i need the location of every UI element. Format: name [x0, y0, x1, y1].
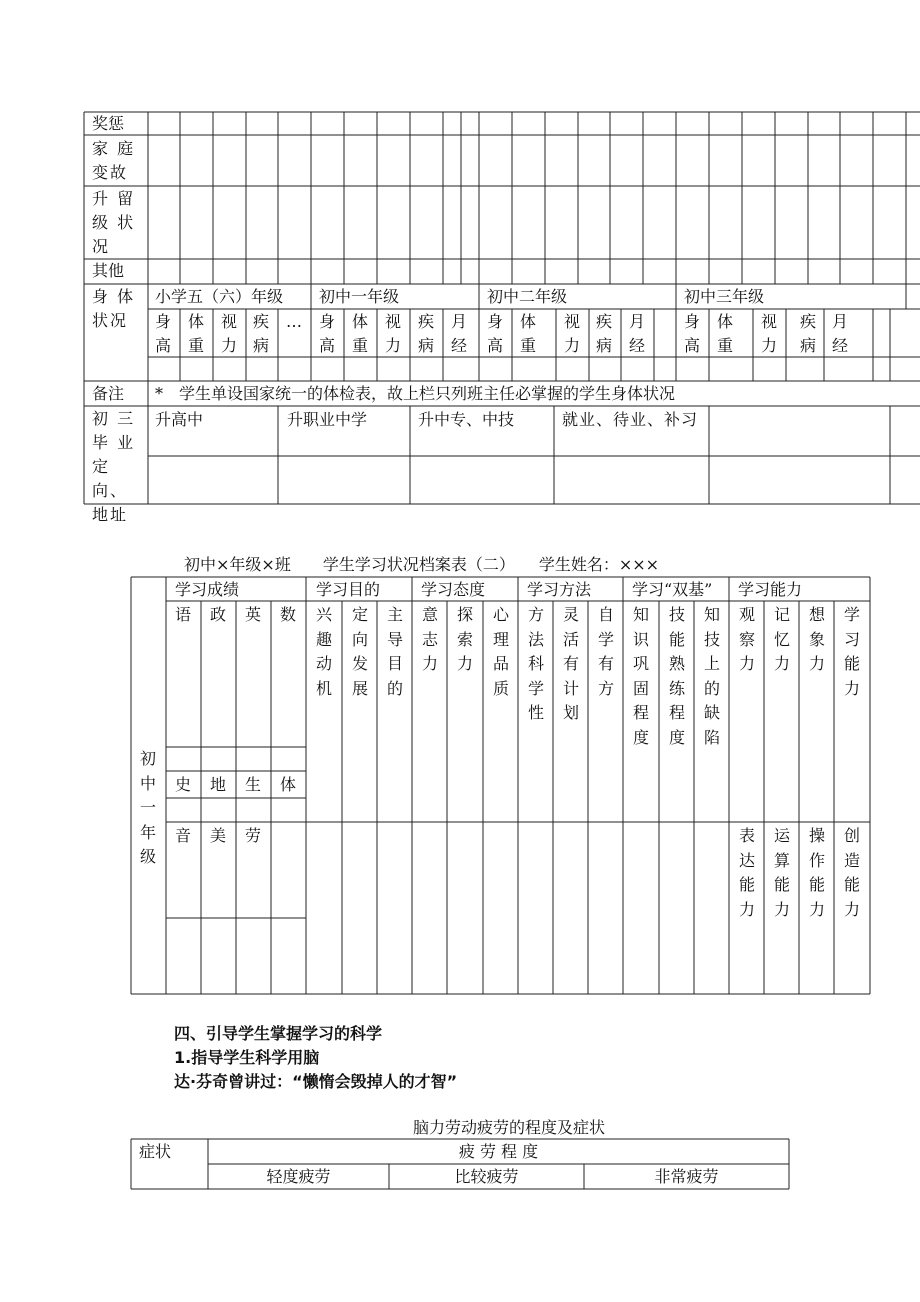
section-heading: 四、引导学生掌握学习的科学: [174, 1024, 383, 1043]
ability-imagine: 想象力: [808, 605, 825, 673]
group-header-grades: 学习成绩: [175, 580, 240, 599]
body-item: 月经: [832, 312, 849, 355]
body-item: 月经: [451, 312, 468, 355]
subject-cell: 语: [175, 605, 192, 624]
subject-cell: 史: [175, 775, 192, 794]
row-label-char: 中: [139, 773, 156, 793]
group-header-method: 学习方法: [527, 580, 592, 599]
subject-cell: 政: [210, 605, 227, 624]
grade-header-junior1: 初中一年级: [319, 287, 400, 306]
table2-caption: 初中×年级×班 学生学习状况档案表（二） 学生姓名：×××: [184, 555, 660, 574]
row-label-char: 级: [139, 847, 156, 866]
purpose-direction: 定向发展: [351, 605, 368, 698]
body-item: 体重: [717, 312, 734, 355]
group-header-ability: 学习能力: [738, 580, 803, 599]
ability-observe: 观察力: [738, 605, 755, 673]
purpose-interest: 兴趣动机: [315, 605, 332, 698]
purpose-leading: 主导目的: [386, 605, 403, 698]
body-item: 疾病: [418, 312, 435, 355]
ability-memory: 记忆力: [773, 605, 790, 673]
subject-cell: 美: [210, 826, 227, 845]
body-item: 体重: [520, 312, 537, 355]
subject-cell: 英: [245, 605, 262, 624]
basics-knowledge: 知识巩固程度: [632, 605, 649, 747]
body-item: 月经: [629, 312, 646, 355]
direction-senior-high: 升高中: [155, 410, 204, 429]
subject-cell: 地: [210, 775, 227, 794]
subject-cell: 音: [175, 826, 192, 845]
body-item: 身高: [319, 312, 336, 355]
attitude-explore: 探索力: [456, 605, 473, 673]
basics-skills: 技能熟练程度: [668, 605, 685, 747]
ability-create: 创造能力: [843, 826, 860, 919]
body-item: …: [286, 312, 302, 331]
subject-cell: 数: [280, 605, 297, 624]
subject-cell: 生: [245, 775, 262, 794]
ability-express: 表达能力: [738, 826, 755, 919]
ability-operate: 操作能力: [808, 826, 825, 919]
row-label-promotion-status: 升 留级 状况: [92, 189, 136, 256]
grade-header-primary: 小学五（六）年级: [155, 287, 284, 306]
body-item: 疾病: [800, 312, 817, 355]
row-label-family-changes: 家 庭变故: [92, 139, 136, 182]
subject-cell: 劳: [245, 826, 262, 845]
body-item: 视力: [385, 312, 402, 355]
table3-level-mild: 轻度疲劳: [266, 1167, 331, 1186]
row-label-remarks: 备注: [92, 384, 125, 403]
body-item: 身高: [487, 312, 504, 355]
row-label-char: 初: [139, 749, 156, 768]
section-subheading: 1.指导学生科学用脑: [174, 1048, 320, 1067]
row-label-rewards: 奖惩: [92, 114, 125, 133]
group-header-attitude: 学习态度: [421, 580, 486, 599]
table3-level-severe: 非常疲劳: [654, 1167, 719, 1186]
row-label-char: 一: [139, 798, 156, 817]
row-label-other: 其他: [92, 261, 125, 280]
row-label-graduation-direction: 初 三毕 业定向、地址: [92, 409, 136, 524]
section-quote: 达·芬奇曾讲过：“懒惰会毁掉人的才智”: [174, 1072, 458, 1091]
attitude-psych: 心理品质: [492, 605, 509, 698]
body-item: 体重: [352, 312, 369, 355]
body-item: 视力: [564, 312, 581, 355]
table3-symptom-label: 症状: [139, 1142, 172, 1161]
table3-degree-header: 疲 劳 程 度: [458, 1142, 539, 1161]
group-header-basics: 学习“双基”: [632, 580, 713, 599]
row-label-body-condition: 身 体状况: [92, 287, 136, 330]
remarks-note: * 学生单设国家统一的体检表，故上栏只列班主任必掌握的学生身体状况: [155, 384, 676, 403]
direction-vocational: 升职业中学: [287, 410, 368, 429]
method-scientific: 方法科学性: [527, 605, 544, 722]
grade-header-junior3: 初中三年级: [684, 287, 765, 306]
group-header-purpose: 学习目的: [316, 580, 381, 599]
basics-defects: 知技上的缺陷: [703, 605, 720, 747]
method-flexible: 灵活有计划: [562, 605, 579, 722]
table3-caption: 脑力劳动疲劳的程度及症状: [413, 1118, 606, 1137]
body-item: 身高: [684, 312, 701, 355]
method-self-study: 自学有方: [597, 605, 614, 698]
body-item: 疾病: [596, 312, 613, 355]
attitude-will: 意志力: [421, 605, 438, 673]
ability-calc: 运算能力: [773, 826, 790, 919]
subject-cell: 体: [280, 775, 297, 794]
table3-level-moderate: 比较疲劳: [454, 1167, 519, 1186]
body-item: 视力: [761, 312, 778, 355]
body-item: 疾病: [253, 312, 270, 355]
grade-header-junior2: 初中二年级: [487, 287, 568, 306]
ability-learn: 学习能力: [843, 605, 860, 698]
row-label-char: 年: [139, 822, 156, 842]
body-item: 体重: [188, 312, 205, 355]
body-item: 身高: [155, 312, 172, 355]
direction-technical: 升中专、中技: [418, 410, 515, 429]
body-item: 视力: [221, 312, 238, 355]
direction-employment: 就业、待业、补习: [562, 410, 699, 429]
